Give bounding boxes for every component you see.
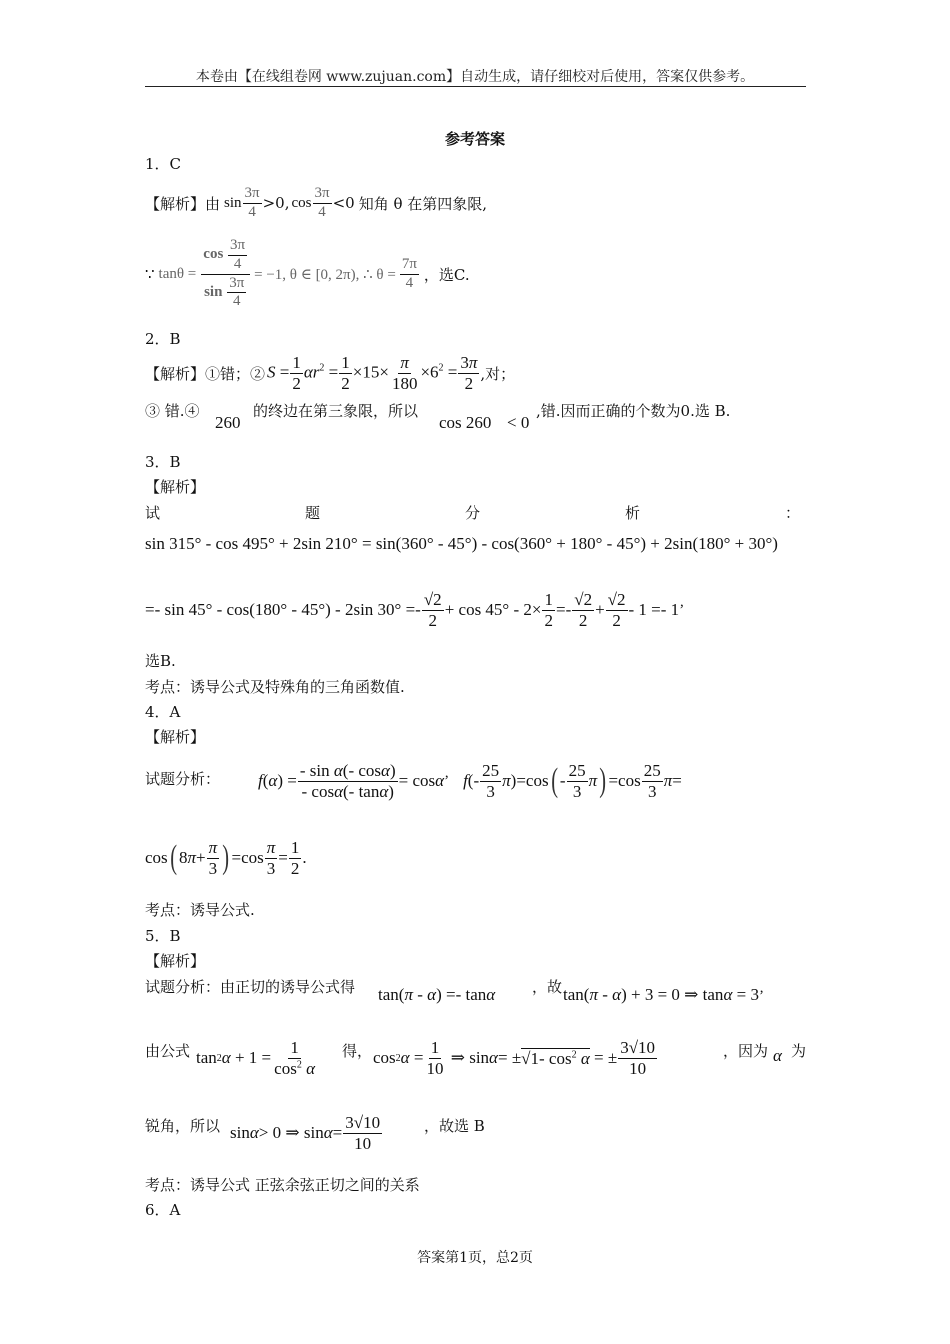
- q1-tan: tanθ =: [158, 265, 197, 282]
- q1-choice: ，选C.: [423, 265, 470, 284]
- q5-line3: 锐角，所以: [145, 1117, 221, 1135]
- q2-lt0: < 0: [507, 413, 530, 432]
- q4-analysis-label: 试题分析：: [145, 770, 221, 788]
- q1-quadrant: 知角 θ 在第四象限,: [358, 194, 488, 213]
- q5-yinwei: ，因为: [723, 1042, 769, 1060]
- q1-lt0: <0: [332, 194, 355, 212]
- q3-number: 3．B: [145, 453, 181, 471]
- q1-analysis: [145, 178, 487, 228]
- q3-spread-5: ：: [784, 504, 800, 522]
- q3-label: 【解析】: [145, 478, 206, 496]
- q2-area-formula: S = $\frac{1}{2}$ $\alpha r^2$ = $\frac{1}{2}$ ×15× $\frac{\pi}{180}$ $\times 6^2$ = $\frac{3\pi}{2}$: [267, 352, 478, 393]
- q4-label: 【解析】: [145, 728, 206, 746]
- header-rule: [145, 86, 806, 87]
- q3-analysis-spread: [145, 502, 800, 523]
- q5-formula-2: cos 2 α = $\frac{1}{10}$ ⇒ sin α = ± √ 1- $\cos^2 \alpha$ = ± $\frac{3√10}{10}$: [373, 1037, 656, 1078]
- q5-gu: ，故: [532, 978, 563, 996]
- q1-number: 1．C: [145, 155, 182, 173]
- page-header: 本卷由【在线组卷网 www.zujuan.com】自动生成，请仔细校对后使用，答案仅供参考。: [195, 69, 755, 85]
- q5-label: 【解析】: [145, 952, 206, 970]
- q3-equation-1: sin 315° - cos 495° + 2sin 210° = sin(360° - 45°) - cos(360° + 180° - 45°) + 2sin(180° + 30°): [145, 534, 778, 553]
- q2-label: 【解析】①错；②: [145, 364, 266, 383]
- q5-kaodian: 考点：诱导公式 正弦余弦正切之间的关系: [145, 1176, 420, 1194]
- q2-line3-end: ,错.因而正确的个数为0.选 B.: [536, 402, 731, 420]
- q1-tan-equation: [145, 228, 470, 320]
- q1-sin: sin: [224, 194, 242, 211]
- q5-formula-1: tan 2 α + 1 = $\frac{1}{\cos^2 \alpha}$: [196, 1037, 316, 1078]
- q1-cos: cos: [291, 194, 312, 211]
- q5-choice: ，故选 B: [424, 1117, 485, 1135]
- q6-number: 6．A: [145, 1201, 181, 1219]
- q1-gt0: >0,: [262, 194, 290, 212]
- q2-line3-mid: 的终边在第三象限，所以: [253, 402, 419, 420]
- q5-wei: 为: [791, 1042, 807, 1060]
- page-title: 参考答案: [444, 130, 505, 148]
- q2-line3-start: ③ 错.④: [145, 402, 200, 420]
- q1-frac-7pi: $\frac{7\pi}{4}$: [401, 255, 417, 291]
- q1-big-frac: cos $\frac{3\pi}{4}$ sin $\frac{3\pi}{4}$: [201, 238, 250, 310]
- q4-equation-1: f ( α ) = $\frac{\text{- sin α(- cosα)}}{- \cos\alpha(- \tan\alpha)}$ = cosα ’ f (- $\frac{25}{3}$ π )=cos ( - $\frac{25}{3}$ π ) =cos $\frac{25}{3}$ π =: [258, 760, 682, 801]
- q5-line1: 试题分析：由正切的诱导公式得: [145, 978, 356, 996]
- q5-conclusion: sin α > 0 ⇒ sin α = $\frac{3√10}{10}$: [230, 1112, 381, 1153]
- q1-frac-a: $\frac{3\pi}{4}$: [244, 184, 260, 220]
- q5-de: 得，: [342, 1042, 373, 1060]
- q5-alpha: α: [773, 1046, 782, 1065]
- q5-tan-identity: tan(π - α) =- tanα: [378, 985, 496, 1004]
- q3-equation-2: =- sin 45° - cos(180° - 45°) - 2sin 30° =- $\frac{√2}{2}$ + cos 45° - 2× $\frac{1}{2}$ =- $\frac{√2}{2}$ + $\frac{√2}{2}$ - 1 =- 1 ’: [145, 589, 685, 630]
- q3-choose: 选B.: [145, 652, 176, 670]
- q5-number: 5．B: [145, 927, 181, 945]
- q3-spread-2: 题: [304, 504, 320, 522]
- q5-tan-result: tan(π - α) + 3 = 0 ⇒ tanα = 3’: [563, 985, 764, 1004]
- q1-because: ∵: [145, 265, 155, 283]
- q3-spread-4: 析: [624, 504, 640, 522]
- q5-line2: 由公式: [145, 1042, 191, 1060]
- q4-kaodian: 考点：诱导公式.: [145, 901, 255, 919]
- q2-number: 2．B: [145, 330, 181, 348]
- q3-spread-3: 分: [464, 504, 480, 522]
- page-footer: 答案第1页，总2页: [417, 1250, 533, 1266]
- q1-frac-b: $\frac{3\pi}{4}$: [314, 184, 330, 220]
- q4-equation-2: cos ( 8 π + $\frac{\pi}{3}$ ) =cos $\frac{\pi}{3}$ = $\frac{1}{2}$ .: [145, 837, 307, 878]
- q1-label: 【解析】由: [145, 194, 221, 213]
- q4-number: 4．A: [145, 703, 181, 721]
- q2-cos260: cos 260: [439, 413, 492, 432]
- q3-spread-1: 试: [145, 504, 161, 522]
- q1-result: = −1, θ ∈ [0, 2π), ∴ θ =: [254, 266, 396, 283]
- q3-kaodian: 考点：诱导公式及特殊角的三角函数值.: [145, 678, 405, 696]
- q2-correct: ,对；: [480, 364, 516, 383]
- q2-260: 260: [215, 413, 241, 432]
- q2-analysis: [145, 350, 515, 396]
